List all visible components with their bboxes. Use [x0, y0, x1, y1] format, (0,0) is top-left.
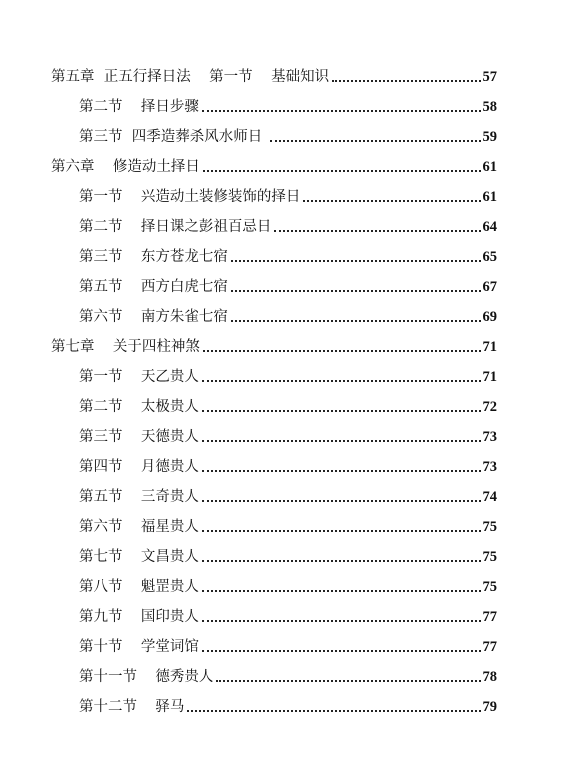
toc-entry-title: 第七章 关于四柱神煞 — [51, 339, 200, 355]
toc-entry-section[interactable] — [0, 212, 570, 236]
toc-entry-title: 第六节 南方朱雀七宿 — [79, 309, 228, 325]
toc-entry-section[interactable] — [0, 302, 570, 326]
toc-entry-section[interactable] — [0, 92, 570, 116]
toc-entry-section[interactable] — [0, 602, 570, 626]
toc-entry-title: 第二节 择日课之彭祖百忌日 — [79, 219, 272, 235]
toc-entry-page: 57 — [482, 69, 497, 85]
toc-entry-title: 第十一节 德秀贵人 — [79, 669, 214, 685]
dot-leader — [231, 319, 481, 322]
toc-entry-section[interactable] — [0, 392, 570, 416]
toc-entry-page: 74 — [482, 489, 497, 505]
toc-entry-section[interactable] — [0, 182, 570, 206]
toc-entry-section[interactable] — [0, 482, 570, 506]
dot-leader — [203, 169, 481, 172]
toc-entry-page: 58 — [482, 99, 497, 115]
toc-entry-section[interactable] — [0, 662, 570, 686]
dot-leader — [202, 439, 481, 442]
dot-leader — [303, 199, 480, 202]
toc-entry-page: 75 — [482, 549, 497, 565]
toc-entry-title: 第一节 天乙贵人 — [79, 369, 199, 385]
toc-entry-title: 第一节 兴造动土装修装饰的择日 — [79, 189, 301, 205]
toc-entry-page: 61 — [482, 189, 497, 205]
toc-entry-page: 61 — [482, 159, 497, 175]
toc-entry-title: 第二节 择日步骤 — [79, 99, 199, 115]
toc-entry-title: 第八节 魁罡贵人 — [79, 579, 199, 595]
toc-entry-page: 75 — [482, 579, 497, 595]
dot-leader — [202, 379, 481, 382]
toc-entry-page: 75 — [482, 519, 497, 535]
toc-entry-page: 72 — [482, 399, 497, 415]
toc-entry-title: 第三节 天德贵人 — [79, 429, 199, 445]
toc-entry-section[interactable] — [0, 362, 570, 386]
toc-entry-title: 第四节 月德贵人 — [79, 459, 199, 475]
toc-entry-page: 69 — [482, 309, 497, 325]
dot-leader — [202, 409, 481, 412]
dot-leader — [187, 709, 480, 712]
dot-leader — [202, 649, 481, 652]
toc-entry-section[interactable] — [0, 572, 570, 596]
toc-entry-section[interactable] — [0, 632, 570, 656]
dot-leader — [202, 109, 481, 112]
toc-entry-title: 第三节 东方苍龙七宿 — [79, 249, 228, 265]
dot-leader — [270, 139, 481, 142]
dot-leader — [203, 349, 481, 352]
toc-entry-section[interactable] — [0, 512, 570, 536]
toc-entry-title: 第五章 正五行择日法 第一节 基础知识 — [51, 69, 330, 85]
dot-leader — [202, 559, 481, 562]
toc-entry-title: 第五节 三奇贵人 — [79, 489, 199, 505]
toc-entry-page: 73 — [482, 429, 497, 445]
toc-entry-title: 第九节 国印贵人 — [79, 609, 199, 625]
toc-entry-page: 77 — [482, 609, 497, 625]
toc-entry-title: 第二节 太极贵人 — [79, 399, 199, 415]
toc-entry-title: 第六节 福星贵人 — [79, 519, 199, 535]
toc-entry-section[interactable] — [0, 542, 570, 566]
toc-entry-section[interactable] — [0, 122, 570, 146]
toc-entry-section[interactable] — [0, 422, 570, 446]
toc-entry-page: 64 — [482, 219, 497, 235]
toc-entry-page: 73 — [482, 459, 497, 475]
toc-entry-page: 78 — [482, 669, 497, 685]
dot-leader — [202, 589, 481, 592]
toc-entry-page: 67 — [482, 279, 497, 295]
toc-entry-chapter-5[interactable] — [0, 62, 570, 86]
toc-entry-title: 第七节 文昌贵人 — [79, 549, 199, 565]
toc-entry-page: 65 — [482, 249, 497, 265]
dot-leader — [274, 229, 480, 232]
dot-leader — [202, 469, 481, 472]
toc-entry-title: 第六章 修造动土择日 — [51, 159, 200, 175]
toc-entry-page: 59 — [482, 129, 497, 145]
toc-entry-section[interactable] — [0, 242, 570, 266]
dot-leader — [231, 259, 481, 262]
dot-leader — [216, 679, 480, 682]
toc-entry-section[interactable] — [0, 692, 570, 716]
dot-leader — [202, 499, 481, 502]
toc-entry-title: 第十节 学堂词馆 — [79, 639, 199, 655]
dot-leader — [202, 619, 481, 622]
dot-leader — [332, 79, 480, 82]
dot-leader — [202, 529, 481, 532]
toc-entry-section[interactable] — [0, 452, 570, 476]
dot-leader — [231, 289, 481, 292]
toc-entry-page: 77 — [482, 639, 497, 655]
toc-entry-page: 71 — [482, 339, 497, 355]
toc-entry-title: 第三节 四季造葬杀风水师日 — [79, 129, 267, 145]
toc-entry-title: 第五节 西方白虎七宿 — [79, 279, 228, 295]
toc-entry-chapter-6[interactable] — [0, 152, 570, 176]
toc-entry-page: 71 — [482, 369, 497, 385]
toc-entry-page: 79 — [482, 699, 497, 715]
toc-entry-chapter-7[interactable] — [0, 332, 570, 356]
toc-entry-title: 第十二节 驿马 — [79, 699, 185, 715]
toc-entry-section[interactable] — [0, 272, 570, 296]
